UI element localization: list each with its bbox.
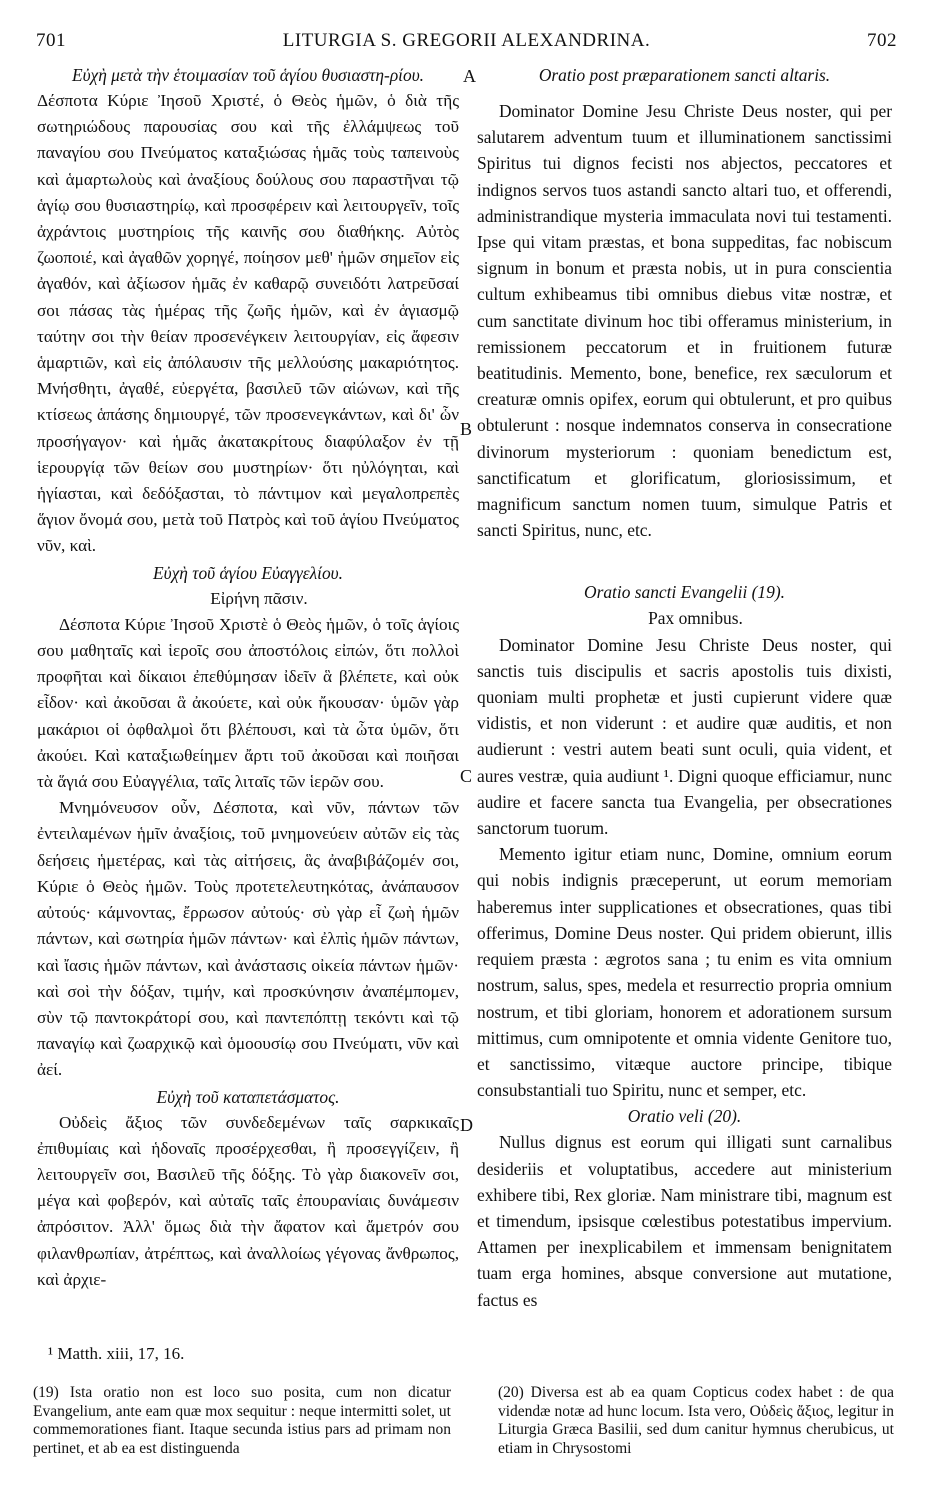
latin-prayer-title-altar: Oratio post præparationem sancti altaris.: [538, 65, 831, 85]
latin-prayer-title-gospel: Oratio sancti Evangelii (19).: [584, 582, 785, 603]
latin-prayer-veil-text: Nullus dignus est eorum qui illigati sunt carnalibus desideriis et voluptatibus, accedere aut ministerium exhibere tibi, Rex gloriæ. Nam ministrare tibi, magnum est et timendum, ipsisque cœlestibus potestatibus impervium. Attamen per inexplicabilem et immensam benignitatem tuam erga homines, absque conversione aut mutatione, factus es: [477, 1132, 892, 1310]
margin-marker-c: C: [460, 766, 473, 786]
page-number-left: 701: [36, 30, 66, 51]
greek-prayer-gospel-text: Δέσποτα Κύριε Ἰησοῦ Χριστὲ ὁ Θεὸς ἡμῶν, ὁ τοῖς ἁγίοις σου μαθηταῖς καὶ ἱεροῖς σου ἀποστόλοις εἰπών, ὅτι πολλοὶ προφῆται καὶ δίκαιοι ἐπεθύμησαν ἰδεῖν ἃ βλέπετε, καὶ οὐκ εἶδον· καὶ ἀκοῦσαι ἃ ἀκούετε, καὶ οὐκ ἤκουσαν· ὑμῶν γὰρ μακάριοι οἱ ὀφθαλμοὶ ὅτι βλέπουσι, καὶ τὰ ὦτα ὑμῶν, ὅτι ἀκούει. Καὶ καταξιωθείημεν ἄρτι τοῦ ἀκοῦσαι καὶ ποιῆσαι τὰ ἅγιά σου Εὐαγγέλια, ταῖς λιταῖς τῶν ἱερῶν σου.: [37, 614, 459, 792]
endnote-20: (20) Diversa est ab ea quam Copticus codex habet : de qua videndæ notæ ad hunc locum. Ista vero, Οὐδεὶς ἄξιος, legitur in Liturgia Græca Basilii, sed dum canitur hymnus cherubicus, ut etiam in Chrysostomi: [498, 1384, 894, 1457]
greek-commemoration-text: Μνημόνευσον οὖν, Δέσποτα, καὶ νῦν, πάντων τῶν ἐντειλαμένων ἡμῖν ἀναξίοις, τοῦ μνημονεύειν αὐτῶν εἰς τὰς δεήσεις ἡμετέρας, καὶ τὰς αἰτήσεις, ἃς ἀναβιβάζομέν σοι, Κύριε ὁ Θεὸς ἡμῶν. Τοὺς προτετελευτηκότας, ἀνάπαυσον αὐτούς· κάμνοντας, ἔρρωσον αὐτούς· σὺ γὰρ εἶ ζωὴ ἡμῶν πάντων, καὶ σωτηρία ἡμῶν πάντων· καὶ ἐλπὶς ἡμῶν πάντων, καὶ ἴασις ἡμῶν πάντων, καὶ ἀνάστασις οἰκεία πάντων ἡμῶν· καὶ σοὶ τὴν δόξαν, τιμήν, καὶ προσκύνησιν ἀναπέμπομεν, σὺν τῷ παντοκράτορί σου, καὶ παντεπόπτῃ τεκόντι καὶ τῷ παναγίῳ καὶ ζωαρχικῷ καὶ ὁμοουσίῳ σου Πνεύματι, νῦν καὶ ἀεί.: [37, 798, 459, 1080]
scripture-footnote: ¹ Matth. xiii, 17, 16.: [48, 1344, 185, 1363]
page-header: [36, 30, 897, 56]
margin-marker-d: D: [460, 1115, 473, 1135]
greek-column: [37, 62, 459, 1293]
running-title: LITURGIA S. GREGORII ALEXANDRINA.: [282, 30, 651, 51]
greek-prayer-title-altar: Εὐχὴ μετὰ τὴν ἑτοιμασίαν τοῦ ἁγίου θυσιαστη-ρίου.: [71, 65, 425, 85]
latin-prayer-gospel-text: Dominator Domine Jesu Christe Deus noster, qui sanctis tuis discipulis et sacris apostolis tuis dixisti, quoniam multi prophetæ et justi cupierunt videre quæ vidistis, et non viderunt : et audire quæ auditis, et non audierunt : vestri autem beati sunt oculi, quia vident, et aures vestræ, quia audiunt ¹. Digni quoque efficiamur, nunc audire et facere sancta tua Evangelia, per obsecrationes sanctorum tuorum.: [477, 634, 892, 839]
latin-commemoration-text: Memento igitur etiam nunc, Domine, omnium eorum qui nobis indignis præceperunt, ut eorum memoriam haberemus inter supplicationes et obsecrationes, quas tibi offerimus, Domine Deus noster. Qui pridem obierunt, illis requiem præsta : ægrotos sana ; tu enim es vita omnium nostrum, salus, spes, medela et resurrectio propria omnium nostrum, et tibi gloriam, honorem et adorationem sursum mittimus, cum omnipotente et omnia vidente Genitore tuo, et sanctissimo, vitæque auctore principe, tibique consubstantiali tuo Spiritu, nunc et semper, etc.: [477, 844, 892, 1101]
greek-prayer-title-veil: Εὐχὴ τοῦ καταπετάσματος.: [156, 1086, 340, 1107]
latin-prayer-altar-text: Dominator Domine Jesu Christe Deus noster, qui per salutarem adventum tuum et illuminationem sanctissimi Spiritus tui dignos fecisti nos abjectos, peccatores et indignos servos tuos astandi sancto altari tuo, et offerendi, administrandique mysteria immaculata novi tui testamenti. Ipse qui vitam præstas, et bona suppeditas, fac nobiscum signum in bonum et præsta nobis, ut in pura conscientia cultum exhibeamus tibi omnibus diebus vitæ nostræ, et cum sanctitate divinum hoc tibi offeramus ministerium, in remissionem peccatorum et in fruitionem futuræ beatitudinis. Memento, bone, benefice, rex sæculorum et creaturæ omnis opifex, eorum qui obtulerunt, et pro quibus obtulerunt : nosque indemnatos conserva in consecratione divinorum mysteriorum : quoniam benedictum est, sanctificatum et glorificatum, gloriosissimum, et magnificum sanctum nomen tuum, simulque Patris et sancti Spiritus, nunc, etc.: [477, 101, 892, 541]
latin-column: [477, 62, 892, 1313]
margin-marker-b: B: [460, 419, 473, 439]
greek-prayer-veil-text: Οὐδεὶς ἄξιος τῶν συνδεδεμένων ταῖς σαρκικαῖς ἐπιθυμίαις καὶ ἡδοναῖς προσέρχεσθαι, ἢ προσεγγίζειν, ἢ λειτουργεῖν σοι, Βασιλεῦ τῆς δόξης. Τὸ γὰρ διακονεῖν σοι, μέγα καὶ φοβερόν, καὶ αὐταῖς ταῖς ἐπουρανίαις δυνάμεσιν ἀπρόσιτον. Ἀλλ' ὅμως διὰ τὴν ἄφατον καὶ ἄμετρόν σου φιλανθρωπίαν, ἀτρέπτως, καὶ ἀναλλοίως γέγονας ἄνθρωπος, καὶ ἀρχιε-: [37, 1112, 459, 1289]
latin-prayer-title-veil: Oratio veli (20).: [627, 1106, 742, 1127]
greek-prayer-title-gospel: Εὐχὴ τοῦ ἁγίου Εὐαγγελίου.: [153, 562, 343, 583]
latin-peace-greeting: Pax omnibus.: [648, 608, 743, 629]
page-number-right: 702: [867, 30, 897, 51]
greek-peace-greeting: Εἰρήνη πᾶσιν.: [210, 588, 308, 608]
endnote-19: (19) Ista oratio non est loco suo posita, cum non dicatur Evangelium, ante eam quæ mox sequitur : neque intermitti solet, ut commemorationes fiant. Itaque secunda istius pars ad primam non pertinet, et ab ea est distinguenda: [33, 1384, 451, 1457]
margin-marker-a: A: [463, 66, 476, 86]
greek-prayer-altar-text: Δέσποτα Κύριε Ἰησοῦ Χριστέ, ὁ Θεὸς ἡμῶν, ὁ διὰ τῆς σωτηριώδους παρουσίας σου καὶ τῆς ἐλλάμψεως τοῦ παναγίου σου Πνεύματος καταξιώσας ἡμᾶς τοὺς ταπεινοὺς καὶ ἁμαρτωλοὺς καὶ ἀναξίους δούλους σου παραστῆναι τῷ ἁγίῳ σου θυσιαστηρίῳ, καὶ προσφέρειν καὶ λειτουργεῖν, τοῖς ἀχράντοις μυστηρίοις τῆς καινῆς σου διαθήκης. Αὐτὸς ζωοποιέ, καὶ ἀγαθῶν χορηγέ, ποίησον μεθ' ἡμῶν σημεῖον εἰς ἀγαθόν, καὶ ἀξίωσον ἡμᾶς ἐν καθαρῷ συνειδότι λατρεῦσαί σοι πάσας τὰς ἡμέρας τῆς ζωῆς ἡμῶν, καὶ ἐν ἁγιασμῷ ταύτην σοι τὴν θείαν προσενέγκειν λειτουργίαν, εἰς ἄφεσιν ἁμαρτιῶν, καὶ εἰς ἀπόλαυσιν τῆς μελλούσης μακαριότητος. Μνήσθητι, ἀγαθέ, εὐεργέτα, βασιλεῦ τῶν αἰώνων, καὶ τῆς κτίσεως ἁπάσης δημιουργέ, τῶν προσενεγκάντων, καὶ δι' ὧν προσήγαγον· καὶ ἡμᾶς ἀκατακρίτους διαφύλαξον ἐν τῇ ἱερουργίᾳ τῶν θείων σου μυστηρίων· ὅτι ηὐλόγηται, καὶ ἡγίασται, καὶ δεδόξασται, τὸ πάντιμον καὶ μεγαλοπρεπὲς ἅγιον ὄνομά σου, μετὰ τοῦ Πατρὸς καὶ τοῦ ἁγίου Πνεύματος νῦν, καὶ.: [37, 91, 459, 556]
